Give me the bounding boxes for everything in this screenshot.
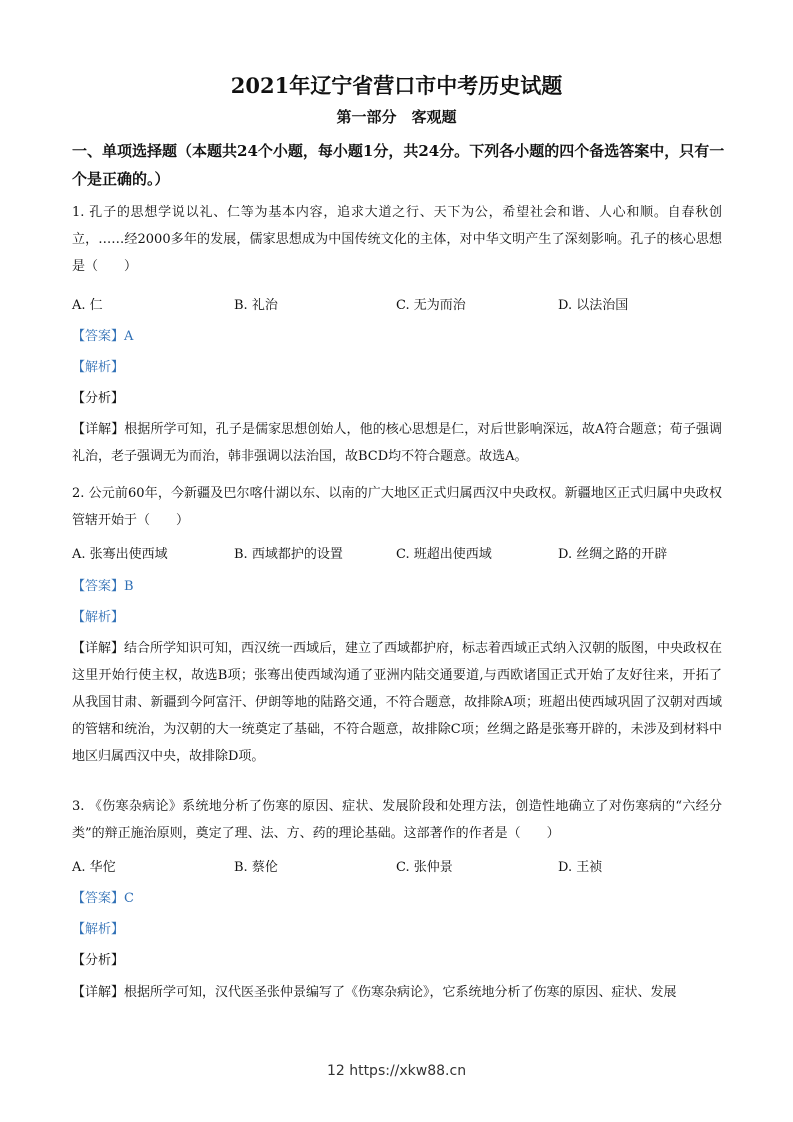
part-subtitle: 第一部分 客观题 — [336, 108, 457, 126]
page-footer: 12 https://xkw88.cn — [326, 1063, 467, 1079]
question-1-detail: 【详解】根据所学可知，孔子是儒家思想创始人，他的核心思想是仁，对后世影响深远，故A符合题意；荀子强调礼治，老子强调无为而治，韩非强调以法治国，故BCD均不符合题意。故选A。 — [72, 422, 722, 464]
section-heading: 一、单项选择题（本题共24个小题，每小题1分，共24分。下列各小题的四个备选答案中，只有一个是正确的。） — [72, 142, 725, 188]
question-3-fenxi-label: 【分析】 — [72, 953, 125, 968]
question-2-option-c: C. 班超出使西域 — [396, 547, 492, 562]
question-3-option-a: A. 华佗 — [72, 860, 116, 875]
question-3-jiexi-label: 【解析】 — [72, 922, 125, 937]
question-1-answer: 【答案】A — [72, 329, 134, 344]
question-1-fenxi-label: 【分析】 — [72, 391, 125, 406]
question-2-option-b: B. 西域都护的设置 — [234, 547, 343, 562]
question-3-stem: 3. 《伤寒杂病论》系统地分析了伤寒的原因、症状、发展阶段和处理方法，创造性地确立了对伤寒病的“六经分类”的辩正施治原则，奠定了理、法、方、药的理论基础。这部著作的作者是（ ） — [72, 799, 722, 841]
question-2-option-a: A. 张骞出使西域 — [72, 547, 168, 562]
question-3-option-b: B. 蔡伦 — [234, 860, 278, 875]
question-1-option-c: C. 无为而治 — [396, 298, 466, 313]
question-2-jiexi-label: 【解析】 — [72, 610, 125, 625]
question-1-jiexi-label: 【解析】 — [72, 360, 125, 375]
question-3-answer: 【答案】C — [72, 891, 134, 906]
question-1-option-a: A. 仁 — [72, 298, 103, 313]
question-3-detail: 【详解】根据所学可知，汉代医圣张仲景编写了《伤寒杂病论》，它系统地分析了伤寒的原因、症状、发展 — [72, 985, 677, 1000]
question-2-answer: 【答案】B — [72, 579, 134, 594]
page-title: 2021年辽宁省营口市中考历史试题 — [230, 73, 563, 98]
question-1-stem: 1. 孔子的思想学说以礼、仁等为基本内容，追求大道之行、天下为公，希望社会和谐、人心和顺。自春秋创立，……经2000多年的发展，儒家思想成为中国传统文化的主体，对中华文明产生了深刻影响。孔子的核心思想是（ ） — [72, 205, 722, 274]
question-2-option-d: D. 丝绸之路的开辟 — [558, 547, 668, 562]
question-1-option-d: D. 以法治国 — [558, 298, 629, 313]
question-1-option-b: B. 礼治 — [234, 298, 278, 313]
question-3-option-c: C. 张仲景 — [396, 860, 453, 875]
question-3-option-d: D. 王祯 — [558, 860, 603, 875]
question-2-detail: 【详解】结合所学知识可知，西汉统一西域后，建立了西域都护府，标志着西域正式纳入汉朝的版图，中央政权在这里开始行使主权，故选B项；张骞出使西域沟通了亚洲内陆交通要道,与西欧诸国正式开始了友好往来，开拓了从我国甘肃、新疆到今阿富汗、伊朗等地的陆路交通，不符合题意，故排除A项；班超出使西域巩固了汉朝对西域的管辖和统治，为汉朝的大一统奠定了基础，不符合题意，故排除C项；丝绸之路是张骞开辟的，未涉及到材料中地区归属西汉中央，故排除D项。 — [72, 641, 723, 764]
question-2-stem: 2. 公元前60年，今新疆及巴尔喀什湖以东、以南的广大地区正式归属西汉中央政权。新疆地区正式归属中央政权管辖开始于（ ） — [72, 486, 722, 528]
